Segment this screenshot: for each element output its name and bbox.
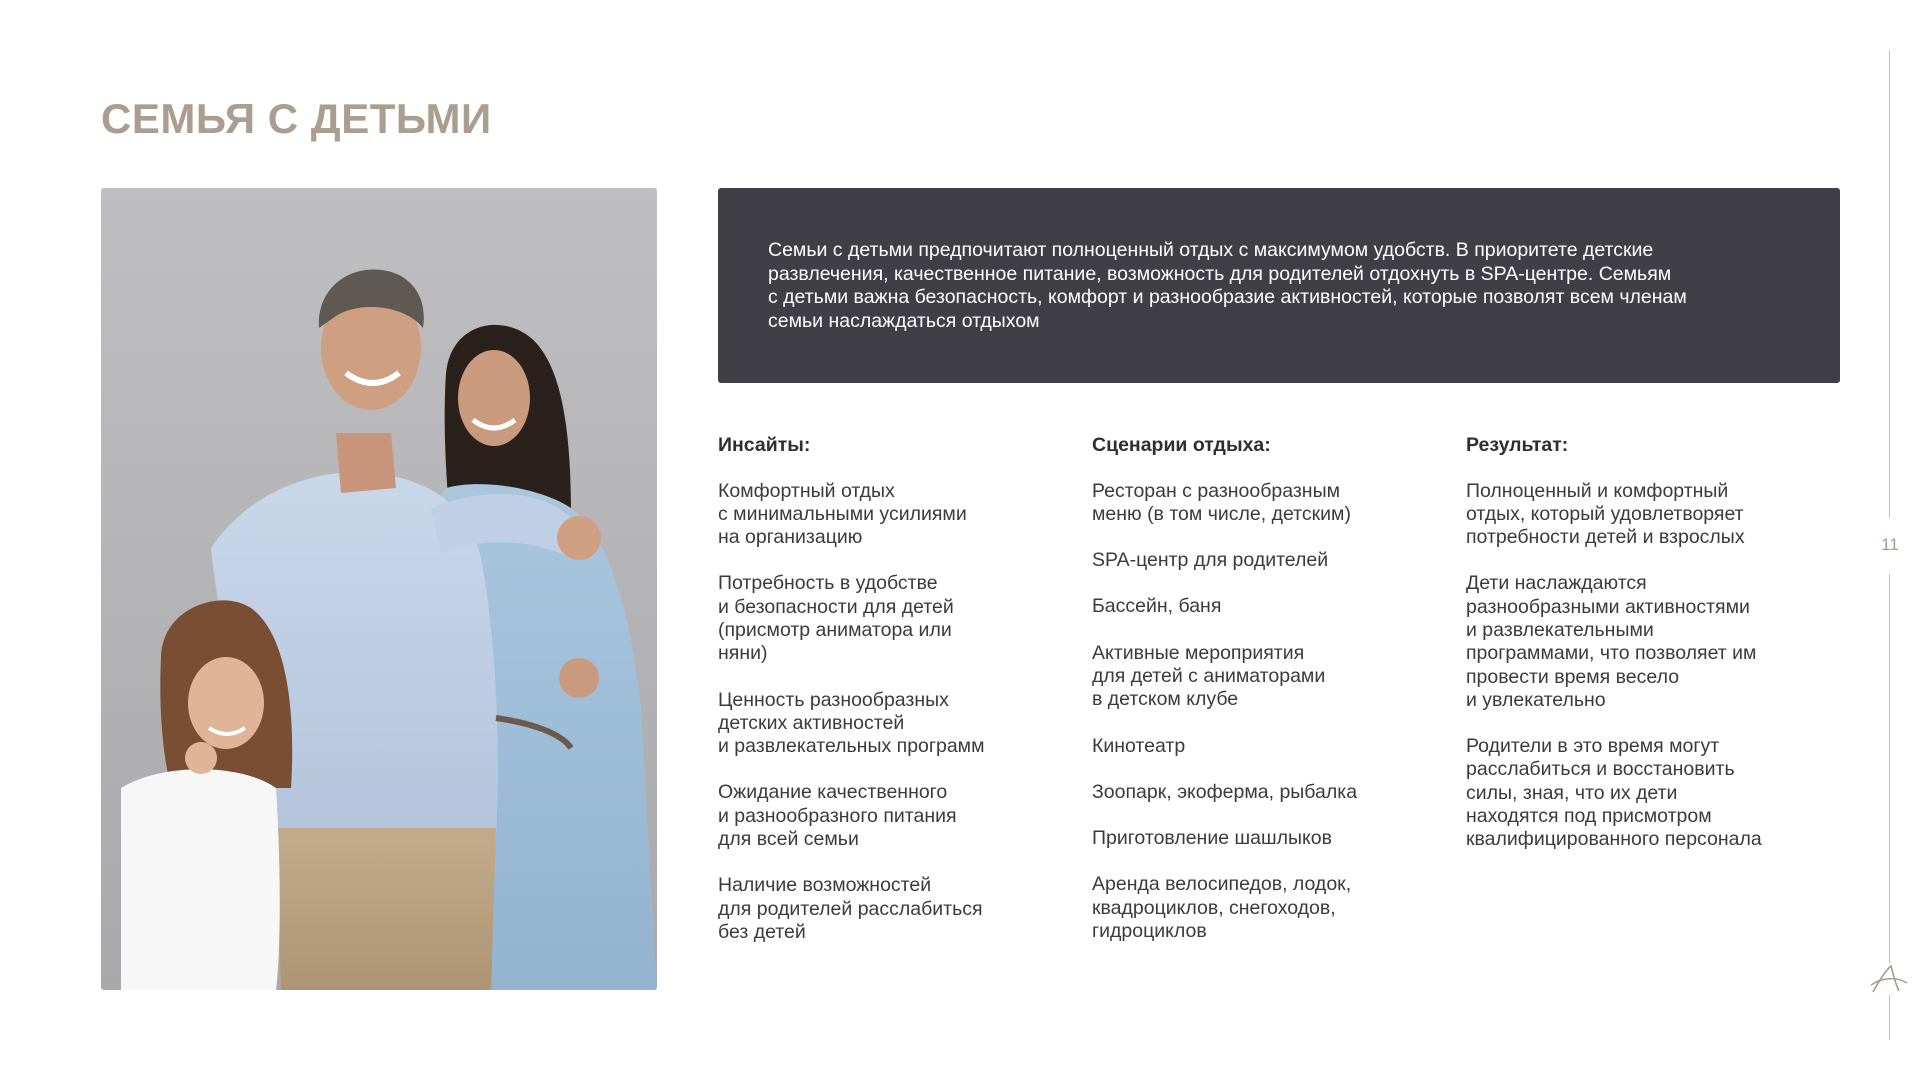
list-item: Комфортный отдых с минимальными усилиями на организацию	[718, 479, 967, 549]
list-item: Наличие возможностей для родителей расслабиться без детей	[718, 874, 983, 943]
page-number: 11	[1881, 535, 1899, 554]
list-item: Ожидание качественного и разнообразного питания для всей семьи	[718, 781, 957, 851]
list-item: SPA-центр для родителей	[1092, 549, 1329, 572]
result-heading: Результат:	[1466, 434, 1569, 456]
side-rail-top	[1889, 50, 1890, 518]
insights-heading: Инсайты:	[718, 434, 811, 456]
insights-column	[718, 434, 1058, 967]
list-item: Приготовление шашлыков	[1092, 827, 1332, 850]
list-item: Ценность разнообразных детских активностей и развлекательных программ	[718, 688, 985, 758]
page-title: СЕМЬЯ С ДЕТЬМИ	[101, 95, 492, 142]
scenarios-list	[1092, 480, 1432, 944]
result-list	[1466, 480, 1806, 852]
list-item: Кинотеатр	[1092, 734, 1186, 757]
list-item: Дети наслаждаются разнообразными активностями и развлекательными программами, что позволяет им провести время весело и увлекательно	[1466, 572, 1757, 711]
list-item: Активные мероприятия для детей с аниматорами в детском клубе	[1092, 641, 1326, 711]
intro-text: Семьи с детьми предпочитают полноценный отдых с максимумом удобств. В приоритете детские развлечения, качественное питание, возможность для родителей отдохнуть в SPA-центре. Семьям с детьми важна безопасность, комфорт и разнообразие активностей, которые позволят всем членам семьи наслаждаться отдыхом	[768, 239, 1687, 332]
family-photo	[101, 188, 657, 990]
list-item: Родители в это время могут расслабиться и восстановить силы, зная, что их дети находятся под присмотром квалифицированного персонала	[1466, 735, 1762, 851]
insights-list	[718, 480, 1058, 945]
scenarios-heading: Сценарии отдыха:	[1092, 434, 1271, 456]
list-item: Потребность в удобстве и безопасности для детей (присмотр аниматора или няни)	[718, 572, 954, 665]
scenarios-column	[1092, 434, 1432, 966]
list-item: Полноценный и комфортный отдых, который удовлетворяет потребности детей и взрослых	[1466, 479, 1745, 549]
list-item: Бассейн, баня	[1092, 595, 1222, 618]
list-item: Зоопарк, экоферма, рыбалка	[1092, 780, 1358, 803]
intro-panel	[718, 188, 1840, 383]
list-item: Аренда велосипедов, лодок, квадроциклов, снегоходов, гидроциклов	[1092, 873, 1352, 943]
result-column	[1466, 434, 1806, 875]
list-item: Ресторан с разнообразным меню (в том числе, детским)	[1092, 479, 1351, 525]
a-monogram-logo-icon	[1869, 963, 1909, 995]
